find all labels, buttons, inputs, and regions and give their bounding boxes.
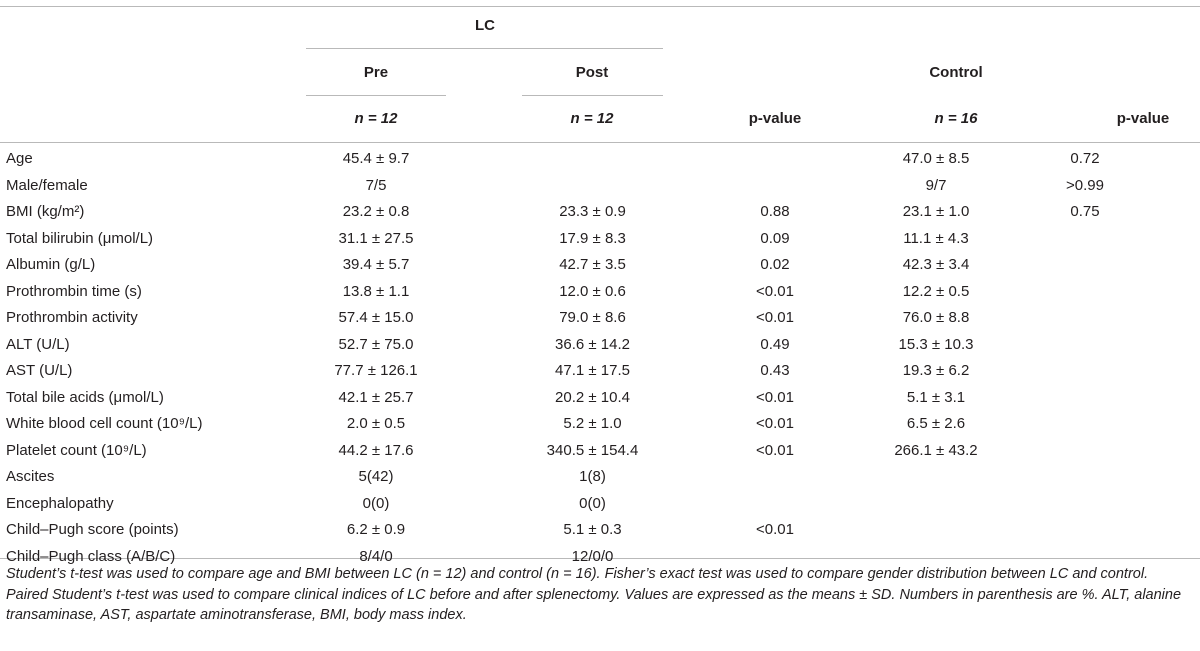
pre-value: 42.1 ± 25.7: [338, 388, 414, 406]
spacer-cell: [1150, 199, 1200, 226]
control-value: 9/7: [925, 176, 947, 194]
control-value: 6.5 ± 2.6: [906, 415, 966, 433]
spacer-cell: [840, 332, 866, 359]
post-value: 23.3 ± 0.9: [559, 203, 626, 221]
control-value: 23.1 ± 1.0: [902, 203, 970, 221]
header-bottom-rule: [0, 142, 1200, 143]
post-value: 79.0 ± 8.6: [559, 309, 626, 327]
control-value: 5.1 ± 3.1: [906, 388, 966, 406]
p-value-1: <0.01: [756, 441, 794, 459]
p-value-1: 0.09: [760, 229, 790, 247]
p-value-2: >0.99: [1066, 176, 1104, 194]
row-label: Child–Pugh class (A/B/C): [6, 547, 176, 565]
header-lc: LC: [475, 17, 495, 34]
post-value: 12/0/0: [571, 547, 614, 565]
pre-value: 52.7 ± 75.0: [338, 335, 414, 353]
p-value-2: [1020, 438, 1150, 465]
spacer-cell: [663, 464, 710, 491]
spacer-cell: [840, 173, 866, 200]
table-row: [0, 226, 1200, 253]
spacer-cell: [1006, 385, 1020, 412]
p-value-2: [1020, 385, 1150, 412]
spacer-cell: [840, 226, 866, 253]
row-label: Male/female: [6, 176, 88, 194]
spacer-cell: [1150, 305, 1200, 332]
spacer-cell: [1006, 411, 1020, 438]
post-value: 36.6 ± 14.2: [555, 335, 630, 353]
pre-value: 0(0): [362, 494, 390, 512]
spacer-cell: [663, 226, 710, 253]
p-value-2: [1020, 517, 1150, 544]
control-value: [866, 464, 1006, 491]
top-rule: [0, 6, 1200, 7]
spacer-cell: [840, 411, 866, 438]
pre-value: 7/5: [365, 176, 387, 194]
spacer-cell: [663, 305, 710, 332]
header-n-pre: [316, 110, 436, 128]
p-value-2: 0.72: [1070, 150, 1100, 168]
p-value-1: 0.49: [760, 335, 790, 353]
row-label: AST (U/L): [6, 362, 73, 380]
spacer-cell: [446, 332, 522, 359]
post-value: 5.2 ± 1.0: [563, 415, 622, 433]
spacer-cell: [663, 252, 710, 279]
p-value-1: [710, 464, 840, 491]
spacer-cell: [1006, 438, 1020, 465]
header-p-value-1: p-value: [748, 110, 802, 127]
row-label: Ascites: [6, 468, 55, 486]
table-row: [0, 252, 1200, 279]
table-row: [0, 332, 1200, 359]
table-row: [0, 199, 1200, 226]
spacer-cell: [1006, 146, 1020, 173]
post-value: 20.2 ± 10.4: [555, 388, 630, 406]
post-value: [522, 173, 663, 200]
p-value-1: [710, 146, 840, 173]
spacer-cell: [1150, 332, 1200, 359]
spacer-cell: [446, 358, 522, 385]
spacer-cell: [663, 491, 710, 518]
p-value-2: [1020, 358, 1150, 385]
spacer-cell: [663, 411, 710, 438]
spacer-cell: [1150, 385, 1200, 412]
spacer-cell: [1006, 173, 1020, 200]
spacer-cell: [1006, 517, 1020, 544]
post-underline: [522, 95, 663, 96]
p-value-2: [1020, 491, 1150, 518]
p-value-2: [1020, 252, 1150, 279]
row-label: Prothrombin time (s): [6, 282, 142, 300]
header-n-control: [896, 110, 1016, 128]
p-value-2: [1020, 332, 1150, 359]
post-value: 5.1 ± 0.3: [563, 521, 622, 539]
spacer-cell: [446, 199, 522, 226]
spacer-cell: [663, 332, 710, 359]
spacer-cell: [1150, 464, 1200, 491]
p-value-1: [710, 173, 840, 200]
spacer-cell: [840, 146, 866, 173]
control-value: [866, 491, 1006, 518]
spacer-cell: [663, 173, 710, 200]
pre-value: 13.8 ± 1.1: [342, 282, 410, 300]
table-footnote: Student’s t-test was used to compare age and BMI between LC (n = 12) and control (n = 16). Fisher’s exact test was used to compare gender distribution between LC and control. Paired Student’s t-test was used to compare clinical indices of LC before and after splenectomy. Values are expressed as the means ± SD. Numbers in parenthesis are %. ALT, alanine transaminase, AST, aspartate aminotransferase, BMI, body mass index.: [6, 566, 1182, 623]
spacer-cell: [1006, 464, 1020, 491]
p-value-1: <0.01: [756, 388, 794, 406]
pre-value: 2.0 ± 0.5: [346, 415, 406, 433]
row-label: Child–Pugh score (points): [6, 521, 179, 539]
row-label: Age: [6, 150, 33, 168]
post-value: 17.9 ± 8.3: [559, 229, 626, 247]
table-row: [0, 464, 1200, 491]
control-value: 47.0 ± 8.5: [902, 150, 970, 168]
spacer-cell: [840, 385, 866, 412]
spacer-cell: [840, 464, 866, 491]
p-value-1: [710, 491, 840, 518]
table-row: [0, 385, 1200, 412]
control-value: 42.3 ± 3.4: [902, 256, 970, 274]
post-value: [522, 146, 663, 173]
spacer-cell: [1150, 411, 1200, 438]
table-row: [0, 173, 1200, 200]
spacer-cell: [446, 146, 522, 173]
pre-value: 8/4/0: [359, 547, 393, 565]
p-value-2: [1020, 411, 1150, 438]
spacer-cell: [446, 385, 522, 412]
post-value: 1(8): [579, 468, 606, 486]
control-value: 12.2 ± 0.5: [902, 282, 970, 300]
pre-value: 45.4 ± 9.7: [342, 150, 410, 168]
header-post: Post: [575, 64, 609, 81]
p-value-1: 0.88: [760, 203, 790, 221]
table-row: [0, 279, 1200, 306]
spacer-cell: [1150, 491, 1200, 518]
p-value-1: <0.01: [756, 309, 794, 327]
n-pre-text: n = 12: [354, 110, 398, 127]
table-row: [0, 438, 1200, 465]
control-value: [866, 517, 1006, 544]
spacer-cell: [446, 491, 522, 518]
spacer-cell: [1006, 199, 1020, 226]
row-label: Total bile acids (μmol/L): [6, 388, 164, 406]
spacer-cell: [840, 517, 866, 544]
n-post-text: n = 12: [570, 110, 614, 127]
spacer-cell: [1150, 252, 1200, 279]
row-label: Prothrombin activity: [6, 309, 138, 327]
control-value: 15.3 ± 10.3: [898, 335, 974, 353]
spacer-cell: [1006, 358, 1020, 385]
post-value: 47.1 ± 17.5: [555, 362, 630, 380]
header-control: Control: [929, 64, 983, 81]
table-row: [0, 491, 1200, 518]
control-value: 19.3 ± 6.2: [902, 362, 970, 380]
spacer-cell: [1006, 252, 1020, 279]
p-value-2: [1020, 279, 1150, 306]
pre-value: 77.7 ± 126.1: [334, 362, 418, 380]
spacer-cell: [663, 279, 710, 306]
spacer-cell: [1150, 358, 1200, 385]
control-value: 11.1 ± 4.3: [903, 229, 969, 247]
spacer-cell: [663, 199, 710, 226]
post-value: 12.0 ± 0.6: [559, 282, 626, 300]
spacer-cell: [1150, 173, 1200, 200]
spacer-cell: [446, 252, 522, 279]
spacer-cell: [840, 305, 866, 332]
spacer-cell: [663, 358, 710, 385]
spacer-cell: [446, 279, 522, 306]
table-row: [0, 358, 1200, 385]
data-table: [0, 146, 1200, 570]
row-label: Albumin (g/L): [6, 256, 96, 274]
row-label: Total bilirubin (μmol/L): [6, 229, 154, 247]
post-value: 42.7 ± 3.5: [559, 256, 626, 274]
header-n-post: [532, 110, 652, 128]
table-row: [0, 146, 1200, 173]
row-label: White blood cell count (10⁹/L): [6, 415, 203, 433]
pre-value: 5(42): [358, 468, 394, 486]
spacer-cell: [1006, 305, 1020, 332]
table-row: [0, 305, 1200, 332]
p-value-1: 0.43: [760, 362, 790, 380]
pre-value: 39.4 ± 5.7: [342, 256, 410, 274]
spacer-cell: [446, 411, 522, 438]
row-label: Platelet count (10⁹/L): [6, 441, 147, 459]
p-value-2: [1020, 305, 1150, 332]
spacer-cell: [663, 438, 710, 465]
p-value-1: 0.02: [760, 256, 790, 274]
pre-value: 31.1 ± 27.5: [338, 229, 414, 247]
header-pre: Pre: [363, 64, 389, 81]
spacer-cell: [840, 491, 866, 518]
spacer-cell: [663, 385, 710, 412]
row-label: Encephalopathy: [6, 494, 114, 512]
p-value-1: <0.01: [756, 521, 794, 539]
spacer-cell: [1150, 517, 1200, 544]
spacer-cell: [446, 517, 522, 544]
spacer-cell: [840, 438, 866, 465]
spacer-cell: [446, 226, 522, 253]
spacer-cell: [1150, 226, 1200, 253]
spacer-cell: [1150, 146, 1200, 173]
p-value-1: <0.01: [756, 415, 794, 433]
pre-value: 6.2 ± 0.9: [346, 521, 406, 539]
pre-value: 44.2 ± 17.6: [338, 441, 414, 459]
n-control-text: n = 16: [934, 110, 978, 127]
header-p-value-2: p-value: [1116, 110, 1170, 127]
lc-underline: [306, 48, 663, 49]
pre-value: 57.4 ± 15.0: [338, 309, 414, 327]
spacer-cell: [446, 464, 522, 491]
spacer-cell: [1006, 491, 1020, 518]
table-row: [0, 517, 1200, 544]
row-label: BMI (kg/m²): [6, 203, 85, 221]
spacer-cell: [840, 358, 866, 385]
post-value: 0(0): [579, 494, 606, 512]
spacer-cell: [446, 438, 522, 465]
p-value-2: 0.75: [1070, 203, 1100, 221]
control-value: 76.0 ± 8.8: [902, 309, 970, 327]
post-value: 340.5 ± 154.4: [546, 441, 639, 459]
row-label: ALT (U/L): [6, 335, 70, 353]
spacer-cell: [663, 146, 710, 173]
spacer-cell: [446, 305, 522, 332]
spacer-cell: [840, 279, 866, 306]
p-value-1: <0.01: [756, 282, 794, 300]
spacer-cell: [1006, 279, 1020, 306]
spacer-cell: [1006, 332, 1020, 359]
spacer-cell: [840, 252, 866, 279]
table-row: [0, 411, 1200, 438]
p-value-2: [1020, 226, 1150, 253]
spacer-cell: [446, 173, 522, 200]
spacer-cell: [1006, 226, 1020, 253]
pre-underline: [306, 95, 446, 96]
spacer-cell: [1150, 279, 1200, 306]
control-value: 266.1 ± 43.2: [894, 441, 978, 459]
p-value-2: [1020, 464, 1150, 491]
spacer-cell: [840, 199, 866, 226]
pre-value: 23.2 ± 0.8: [342, 203, 410, 221]
table-body: [0, 146, 1200, 570]
spacer-cell: [1150, 438, 1200, 465]
spacer-cell: [663, 517, 710, 544]
